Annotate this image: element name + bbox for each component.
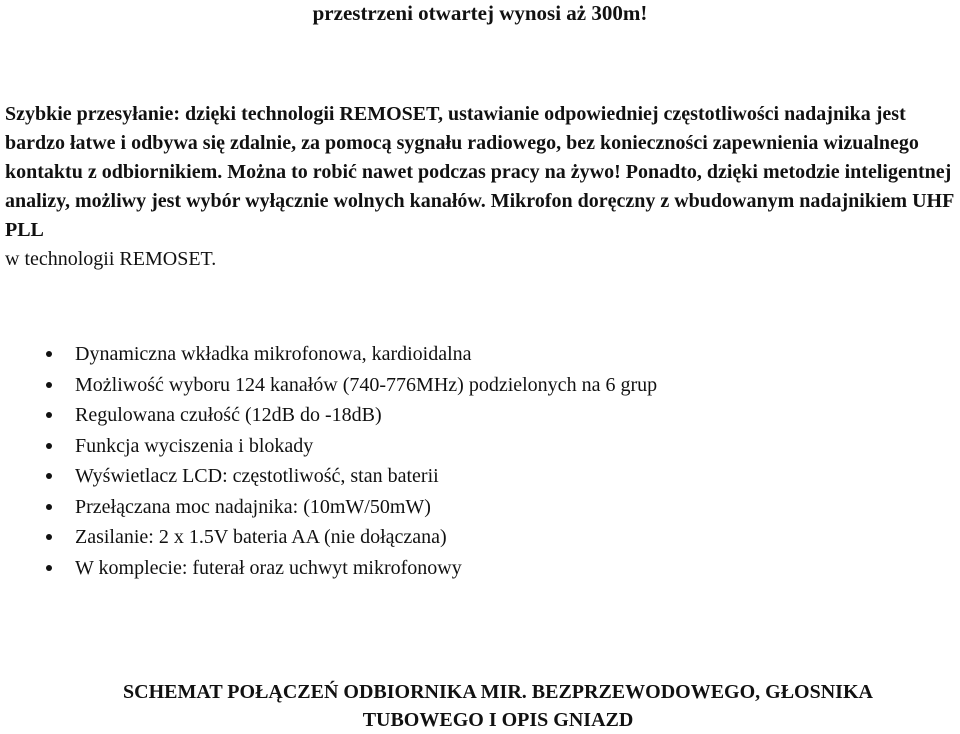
feature-text: Zasilanie: 2 x 1.5V bateria AA (nie dołączana) <box>75 526 447 548</box>
feature-item <box>0 400 960 431</box>
feature-item <box>0 339 960 370</box>
schema-title-line-2: TUBOWEGO I OPIS GNIAZD <box>362 709 634 731</box>
feature-item <box>0 522 960 553</box>
feature-text: Przełączana moc nadajnika: (10mW/50mW) <box>75 495 431 518</box>
schema-title-line-1: SCHEMAT POŁĄCZEŃ ODBIORNIKA MIR. BEZPRZEWODOWEGO, GŁOSNIKA <box>123 681 873 703</box>
bullet-icon <box>46 382 52 388</box>
bullet-icon <box>46 565 52 571</box>
feature-item <box>0 492 960 523</box>
product-description <box>5 100 960 274</box>
description-plain-text: w technologii REMOSET. <box>5 248 217 270</box>
feature-text: Regulowana czułość (12dB do -18dB) <box>75 404 382 426</box>
feature-list <box>0 339 960 583</box>
feature-text: W komplecie: futerał oraz uchwyt mikrofonowy <box>75 556 462 579</box>
bullet-icon <box>46 504 52 510</box>
feature-text: Dynamiczna wkładka mikrofonowa, kardioidalna <box>75 343 472 365</box>
schema-section-title <box>0 678 960 734</box>
bullet-icon <box>46 473 52 479</box>
feature-item <box>0 431 960 462</box>
bullet-icon <box>46 443 52 449</box>
bullet-icon <box>46 534 52 540</box>
intro-closing-line: przestrzeni otwartej wynosi aż 300m! <box>312 1 648 25</box>
feature-item <box>0 370 960 401</box>
feature-text: Funkcja wyciszenia i blokady <box>75 434 314 457</box>
feature-text: Możliwość wyboru 124 kanałów (740-776MHz) podzielonych na 6 grup <box>75 373 658 396</box>
feature-item <box>0 553 960 584</box>
feature-item <box>0 461 960 492</box>
bullet-icon <box>46 412 52 418</box>
bullet-icon <box>46 351 52 357</box>
feature-text: Wyświetlacz LCD: częstotliwość, stan baterii <box>75 465 439 487</box>
description-bold-text: Szybkie przesyłanie: dzięki technologii REMOSET, ustawianie odpowiedniej częstotliwości nadajnika jest bardzo łatwe i odbywa się zdalnie, za pomocą sygnału radiowego, bez konieczności zapewnienia wizualnego kontaktu z odbiornikiem. Można to robić nawet podczas pracy na żywo! Ponadto, dzięki metodzie inteligentnej analizy, możliwy jest wybór wyłącznie wolnych kanałów. Mikrofon doręczny z wbudowanym nadajnikiem UHF PLL <box>5 103 954 241</box>
